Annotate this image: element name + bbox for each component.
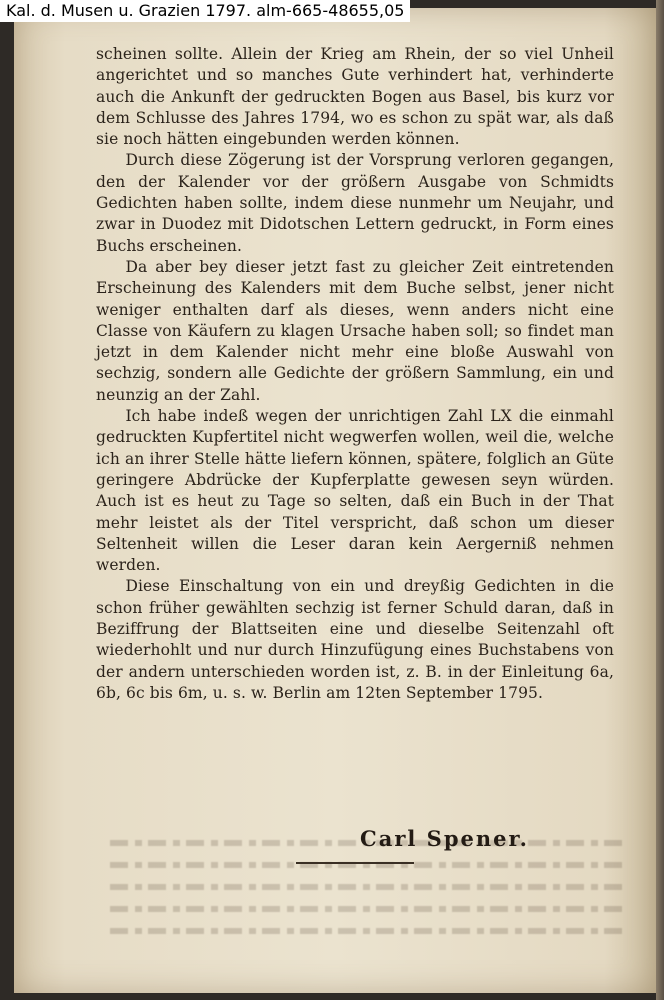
paragraph-3: Da aber bey dieser jetzt fast zu gleicher Zeit eintretenden Erscheinung des Kalenders mit dem Buche selbst, jener nicht weniger enthalten darf als dieses, wenn anders nicht eine Classe von Käufern zu klagen Ursache haben soll; so findet man jetzt in dem Kalender nicht mehr eine bloße Auswahl von sechzig, sondern alle Gedichte der größern Sammlung, ein und neunzig an der Zahl. <box>96 257 614 404</box>
body-text <box>96 44 614 704</box>
paragraph-4: Ich habe indeß wegen der unrichtigen Zahl LX die einmahl gedruckten Kupfertitel nicht wegwerfen wollen, weil die, welche ich an ihrer Stelle hätte liefern können, spätere, folglich an Güte geringere Abdrücke der Kupferplatte gewesen seyn würden. Auch ist es heut zu Tage so selten, daß ein Buch in der That mehr leistet als der Titel verspricht, daß schon um dieser Seltenheit willen die Leser daran kein Aergerniß nehmen werden. <box>96 407 614 575</box>
image-label: Kal. d. Musen u. Grazien 1797. alm-665-48655,05 <box>0 0 410 22</box>
paragraph-2: Durch diese Zögerung ist der Vorsprung verloren gegangen, den der Kalender vor der größern Ausgabe von Schmidts Gedichten haben sollte, indem diese nunmehr um Neujahr, und zwar in Duodez mit Didotschen Lettern gedruckt, in Form eines Buchs erscheinen. <box>96 151 614 255</box>
paragraph-1: scheinen sollte. Allein der Krieg am Rhein, der so viel Unheil angerichtet und so manches Gute verhindert hat, verhinderte auch die Ankunft der gedruckten Bogen aus Basel, bis kurz vor dem Schlusse des Jahres 1794, wo es schon zu spät war, als daß sie noch hätten eingebunden werden können. <box>96 45 614 149</box>
page-edge <box>656 0 664 1000</box>
signature: Carl Spener. <box>360 826 529 851</box>
closing-rule <box>296 862 414 864</box>
paragraph-5: Diese Einschaltung von ein und dreyßig Gedichten in die schon früher gewählten sechzig ist ferner Schuld daran, daß in Beziffrung der Blattseiten eine und dieselbe Seitenzahl oft wiederhohlt und nur durch Hinzufügung eines Buchstabens von der andern unterschieden worden ist, z. B. in der Einleitung 6a, 6b, 6c bis 6m, u. s. w. Berlin am 12ten September 1795. <box>96 577 614 702</box>
